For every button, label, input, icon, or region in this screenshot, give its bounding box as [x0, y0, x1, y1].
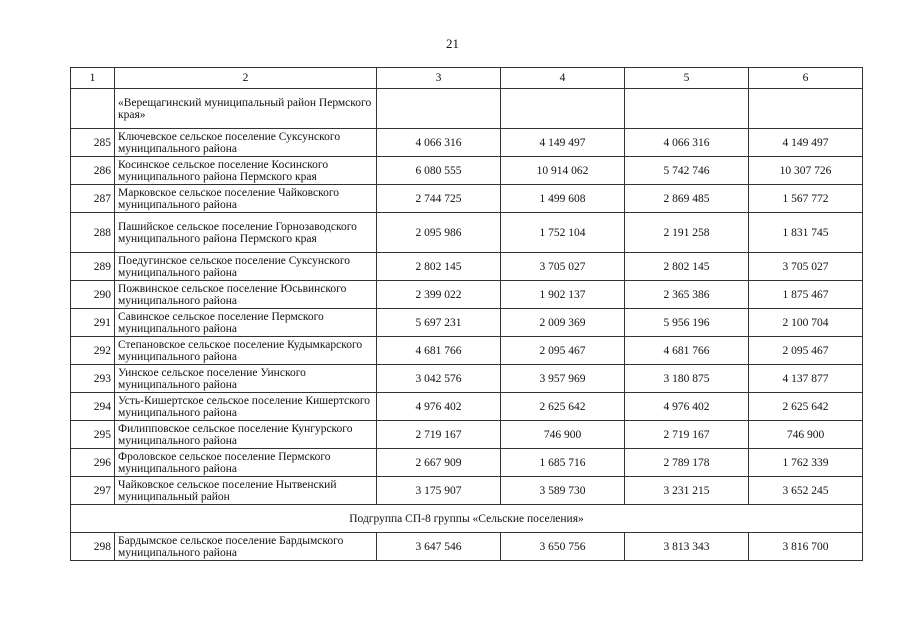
- value-col-4: 1 752 104: [501, 213, 625, 253]
- settlement-name: Фроловское сельское поселение Пермского муниципального района: [115, 449, 377, 477]
- value-col-5: 4 681 766: [625, 337, 749, 365]
- value-col-5: [625, 89, 749, 129]
- row-number: [71, 89, 115, 129]
- settlement-name: Степановское сельское поселение Кудымкарского муниципального района: [115, 337, 377, 365]
- value-col-6: 2 100 704: [749, 309, 863, 337]
- value-col-4: 1 902 137: [501, 281, 625, 309]
- column-header: 2: [115, 68, 377, 89]
- row-number: 288: [71, 213, 115, 253]
- subgroup-title: Подгруппа СП-8 группы «Сельские поселения»: [71, 505, 863, 533]
- value-col-4: 3 589 730: [501, 477, 625, 505]
- row-number: 294: [71, 393, 115, 421]
- value-col-3: 3 647 546: [377, 533, 501, 561]
- row-number: 293: [71, 365, 115, 393]
- subgroup-row: [71, 505, 863, 533]
- value-col-3: 2 667 909: [377, 449, 501, 477]
- value-col-5: 3 180 875: [625, 365, 749, 393]
- value-col-6: 4 137 877: [749, 365, 863, 393]
- budget-table: [70, 67, 863, 561]
- value-col-4: 746 900: [501, 421, 625, 449]
- value-col-6: 1 762 339: [749, 449, 863, 477]
- row-number: 287: [71, 185, 115, 213]
- value-col-4: 1 685 716: [501, 449, 625, 477]
- value-col-4: 1 499 608: [501, 185, 625, 213]
- value-col-3: 2 399 022: [377, 281, 501, 309]
- settlement-name: Бардымское сельское поселение Бардымского муниципального района: [115, 533, 377, 561]
- value-col-6: 3 652 245: [749, 477, 863, 505]
- value-col-5: 5 742 746: [625, 157, 749, 185]
- value-col-5: 2 789 178: [625, 449, 749, 477]
- table-row: [71, 157, 863, 185]
- value-col-3: 4 066 316: [377, 129, 501, 157]
- table-row: [71, 185, 863, 213]
- value-col-3: 4 976 402: [377, 393, 501, 421]
- value-col-6: 1 831 745: [749, 213, 863, 253]
- row-number: 296: [71, 449, 115, 477]
- settlement-name: «Верещагинский муниципальный район Пермского края»: [115, 89, 377, 129]
- row-number: 290: [71, 281, 115, 309]
- value-col-4: 3 957 969: [501, 365, 625, 393]
- value-col-6: 2 625 642: [749, 393, 863, 421]
- settlement-name: Филипповское сельское поселение Кунгурского муниципального района: [115, 421, 377, 449]
- value-col-6: 3 705 027: [749, 253, 863, 281]
- table-row: [71, 213, 863, 253]
- settlement-name: Марковское сельское поселение Чайковского муниципального района: [115, 185, 377, 213]
- value-col-3: 3 175 907: [377, 477, 501, 505]
- row-number: 289: [71, 253, 115, 281]
- value-col-5: 4 066 316: [625, 129, 749, 157]
- value-col-6: 3 816 700: [749, 533, 863, 561]
- row-number: 292: [71, 337, 115, 365]
- value-col-5: 2 802 145: [625, 253, 749, 281]
- table-row: [71, 393, 863, 421]
- page-number: 21: [446, 36, 459, 51]
- settlement-name: Пашийское сельское поселение Горнозаводского муниципального района Пермского края: [115, 213, 377, 253]
- value-col-3: 6 080 555: [377, 157, 501, 185]
- value-col-5: 4 976 402: [625, 393, 749, 421]
- settlement-name: Косинское сельское поселение Косинского муниципального района Пермского края: [115, 157, 377, 185]
- table-row: [71, 281, 863, 309]
- settlement-name: Поедугинское сельское поселение Суксунского муниципального района: [115, 253, 377, 281]
- row-number: 285: [71, 129, 115, 157]
- value-col-4: 2 009 369: [501, 309, 625, 337]
- table-row: [71, 533, 863, 561]
- value-col-5: 3 231 215: [625, 477, 749, 505]
- value-col-3: 2 802 145: [377, 253, 501, 281]
- value-col-6: 4 149 497: [749, 129, 863, 157]
- value-col-6: 1 567 772: [749, 185, 863, 213]
- value-col-3: 2 095 986: [377, 213, 501, 253]
- value-col-4: 10 914 062: [501, 157, 625, 185]
- settlement-name: Чайковское сельское поселение Нытвенский муниципальный район: [115, 477, 377, 505]
- table-row: [71, 129, 863, 157]
- column-header: 6: [749, 68, 863, 89]
- value-col-5: 2 191 258: [625, 213, 749, 253]
- value-col-5: 2 869 485: [625, 185, 749, 213]
- settlement-name: Савинское сельское поселение Пермского муниципального района: [115, 309, 377, 337]
- table-row: [71, 337, 863, 365]
- value-col-3: [377, 89, 501, 129]
- table-row: [71, 477, 863, 505]
- value-col-4: [501, 89, 625, 129]
- value-col-3: 5 697 231: [377, 309, 501, 337]
- table-row: [71, 253, 863, 281]
- row-number: 297: [71, 477, 115, 505]
- value-col-4: 3 650 756: [501, 533, 625, 561]
- row-number: 298: [71, 533, 115, 561]
- column-header: 5: [625, 68, 749, 89]
- value-col-4: 2 625 642: [501, 393, 625, 421]
- value-col-3: 4 681 766: [377, 337, 501, 365]
- value-col-4: 2 095 467: [501, 337, 625, 365]
- value-col-4: 4 149 497: [501, 129, 625, 157]
- settlement-name: Пожвинское сельское поселение Юсьвинского муниципального района: [115, 281, 377, 309]
- value-col-5: 2 719 167: [625, 421, 749, 449]
- value-col-4: 3 705 027: [501, 253, 625, 281]
- value-col-5: 2 365 386: [625, 281, 749, 309]
- row-number: 295: [71, 421, 115, 449]
- settlement-name: Ключевское сельское поселение Суксунского муниципального района: [115, 129, 377, 157]
- value-col-3: 3 042 576: [377, 365, 501, 393]
- table-row: [71, 449, 863, 477]
- table-row: [71, 365, 863, 393]
- column-header: 4: [501, 68, 625, 89]
- column-header: 1: [71, 68, 115, 89]
- value-col-5: 5 956 196: [625, 309, 749, 337]
- row-number: 291: [71, 309, 115, 337]
- value-col-6: 10 307 726: [749, 157, 863, 185]
- table-header-row: [71, 68, 863, 89]
- value-col-6: [749, 89, 863, 129]
- value-col-3: 2 744 725: [377, 185, 501, 213]
- settlement-name: Усть-Кишертское сельское поселение Кишертского муниципального района: [115, 393, 377, 421]
- value-col-6: 1 875 467: [749, 281, 863, 309]
- table-row: [71, 309, 863, 337]
- value-col-6: 746 900: [749, 421, 863, 449]
- value-col-3: 2 719 167: [377, 421, 501, 449]
- column-header: 3: [377, 68, 501, 89]
- value-col-5: 3 813 343: [625, 533, 749, 561]
- table-row: [71, 89, 863, 129]
- row-number: 286: [71, 157, 115, 185]
- table-row: [71, 421, 863, 449]
- settlement-name: Уинское сельское поселение Уинского муниципального района: [115, 365, 377, 393]
- value-col-6: 2 095 467: [749, 337, 863, 365]
